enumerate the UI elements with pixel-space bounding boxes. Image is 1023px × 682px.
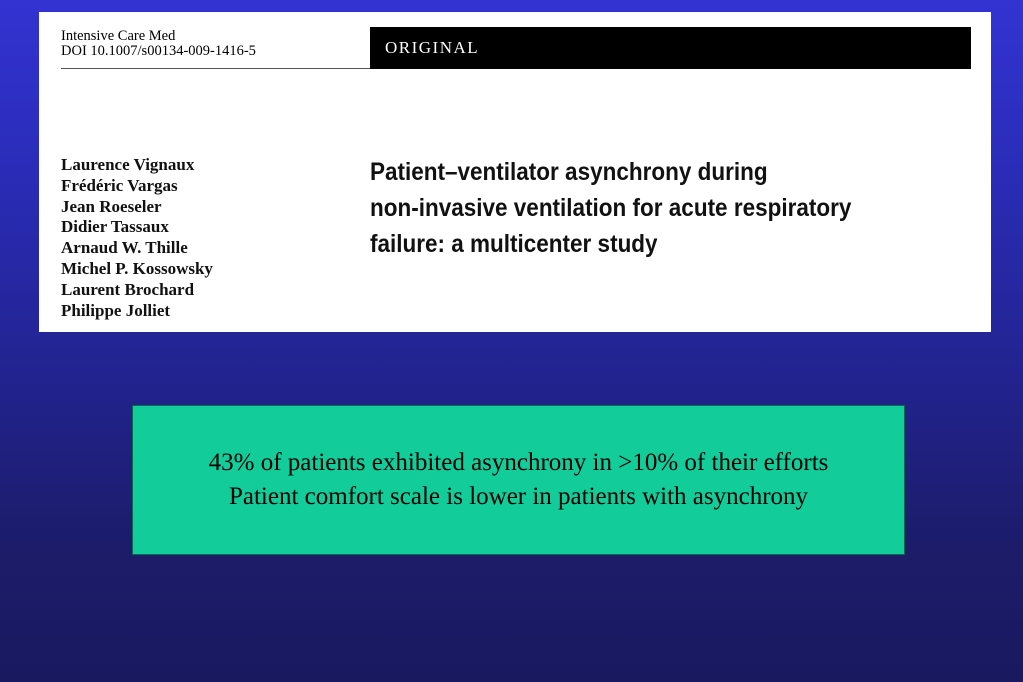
header-divider — [61, 68, 371, 69]
author: Frédéric Vargas — [61, 175, 178, 195]
author: Michel P. Kossowsky — [61, 258, 213, 278]
journal-name: Intensive Care Med — [61, 28, 176, 44]
summary-line: Patient comfort scale is lower in patients with asynchrony — [228, 483, 809, 510]
journal-info — [61, 29, 371, 59]
section-label: ORIGINAL — [385, 38, 480, 57]
article-title — [370, 154, 910, 262]
title-line: non-invasive ventilation for acute respiratory — [370, 194, 852, 222]
title-line: Patient–ventilator asynchrony during — [370, 158, 768, 186]
summary-box — [132, 405, 905, 555]
author-list — [61, 155, 213, 321]
paper-header-clipping — [39, 12, 991, 332]
author: Laurence Vignaux — [61, 155, 195, 174]
summary-line: 43% of patients exhibited asynchrony in >10% of their efforts — [208, 449, 829, 476]
author: Philippe Jolliet — [61, 300, 171, 320]
doi: DOI 10.1007/s00134-009-1416-5 — [61, 43, 256, 59]
author: Didier Tassaux — [61, 217, 169, 237]
section-banner — [370, 27, 971, 69]
title-line: failure: a multicenter study — [370, 230, 658, 258]
author: Laurent Brochard — [61, 279, 195, 299]
author: Jean Roeseler — [61, 196, 162, 216]
author: Arnaud W. Thille — [61, 238, 188, 258]
